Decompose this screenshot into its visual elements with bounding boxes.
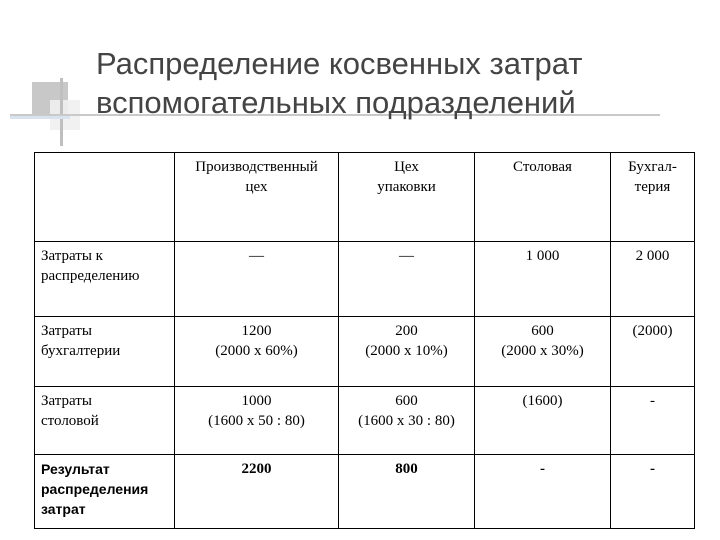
table-cell bbox=[611, 387, 695, 455]
table-row bbox=[35, 317, 695, 387]
header-cell-production bbox=[175, 153, 339, 242]
header-text: терия bbox=[634, 179, 671, 195]
cell-value: (2000) bbox=[632, 323, 673, 339]
table-header-row bbox=[35, 153, 695, 242]
cell-formula: (2000 х 60%) bbox=[215, 343, 298, 359]
table-cell bbox=[175, 242, 339, 317]
table-cell bbox=[475, 387, 611, 455]
row-label-text: Затраты к bbox=[41, 248, 103, 264]
row-label bbox=[35, 317, 175, 387]
cell-value: — bbox=[249, 248, 264, 264]
row-label bbox=[35, 242, 175, 317]
row-label-text: столовой bbox=[41, 413, 99, 429]
row-label-text: Затраты bbox=[41, 393, 92, 409]
table-row bbox=[35, 387, 695, 455]
header-text: Цех bbox=[394, 159, 419, 175]
cell-value: 600 bbox=[395, 393, 418, 409]
cell-formula: (2000 х 10%) bbox=[365, 343, 448, 359]
cell-value: - bbox=[540, 461, 545, 477]
table-cell bbox=[339, 242, 475, 317]
cell-value: - bbox=[650, 461, 655, 477]
cell-formula: (2000 х 30%) bbox=[501, 343, 584, 359]
row-label-text: распределения bbox=[41, 481, 149, 497]
cost-distribution-table bbox=[34, 152, 695, 529]
row-label bbox=[35, 387, 175, 455]
table-cell bbox=[339, 387, 475, 455]
decorative-vertical-line bbox=[60, 78, 63, 146]
decorative-accent-line bbox=[10, 116, 70, 119]
cell-value: (1600) bbox=[522, 393, 563, 409]
row-label-text: бухгалтерии bbox=[41, 343, 121, 359]
table-cell bbox=[175, 317, 339, 387]
header-text: цех bbox=[245, 179, 268, 195]
cell-value: - bbox=[650, 393, 655, 409]
header-text: Столовая bbox=[513, 159, 572, 175]
row-label-text: затрат bbox=[41, 501, 86, 517]
cell-value: 2 000 bbox=[635, 248, 670, 264]
cell-value: 2200 bbox=[241, 461, 272, 477]
slide-title-line-2: вспомогательных подразделений bbox=[96, 85, 576, 120]
table-cell bbox=[475, 242, 611, 317]
table-cell bbox=[611, 242, 695, 317]
table-cell bbox=[475, 455, 611, 529]
cell-value: 1000 bbox=[241, 393, 272, 409]
row-label bbox=[35, 455, 175, 529]
header-cell-empty bbox=[35, 153, 175, 242]
row-label-text: Результат bbox=[41, 461, 110, 477]
cell-value: 1200 bbox=[241, 323, 272, 339]
cell-value: 800 bbox=[395, 461, 418, 477]
header-cell-canteen bbox=[475, 153, 611, 242]
slide-title-line-1: Распределение косвенных затрат bbox=[96, 46, 583, 81]
header-cell-accounting bbox=[611, 153, 695, 242]
cell-value: — bbox=[399, 248, 414, 264]
table-cell bbox=[475, 317, 611, 387]
cell-formula: (1600 х 50 : 80) bbox=[208, 413, 305, 429]
header-text: упаковки bbox=[377, 179, 436, 195]
table-cell bbox=[175, 455, 339, 529]
header-text: Бухгал- bbox=[628, 159, 677, 175]
row-label-text: распределению bbox=[41, 268, 140, 284]
table-cell bbox=[339, 455, 475, 529]
table-cell bbox=[339, 317, 475, 387]
table-row bbox=[35, 242, 695, 317]
cell-value: 600 bbox=[531, 323, 554, 339]
cell-value: 200 bbox=[395, 323, 418, 339]
header-cell-packaging bbox=[339, 153, 475, 242]
row-label-text: Затраты bbox=[41, 323, 92, 339]
table-row-result bbox=[35, 455, 695, 529]
table-cell bbox=[175, 387, 339, 455]
table-cell bbox=[611, 455, 695, 529]
header-text: Производственный bbox=[195, 159, 318, 175]
table-cell bbox=[611, 317, 695, 387]
slide-title bbox=[96, 44, 696, 122]
cell-value: 1 000 bbox=[525, 248, 560, 264]
cell-formula: (1600 х 30 : 80) bbox=[358, 413, 455, 429]
